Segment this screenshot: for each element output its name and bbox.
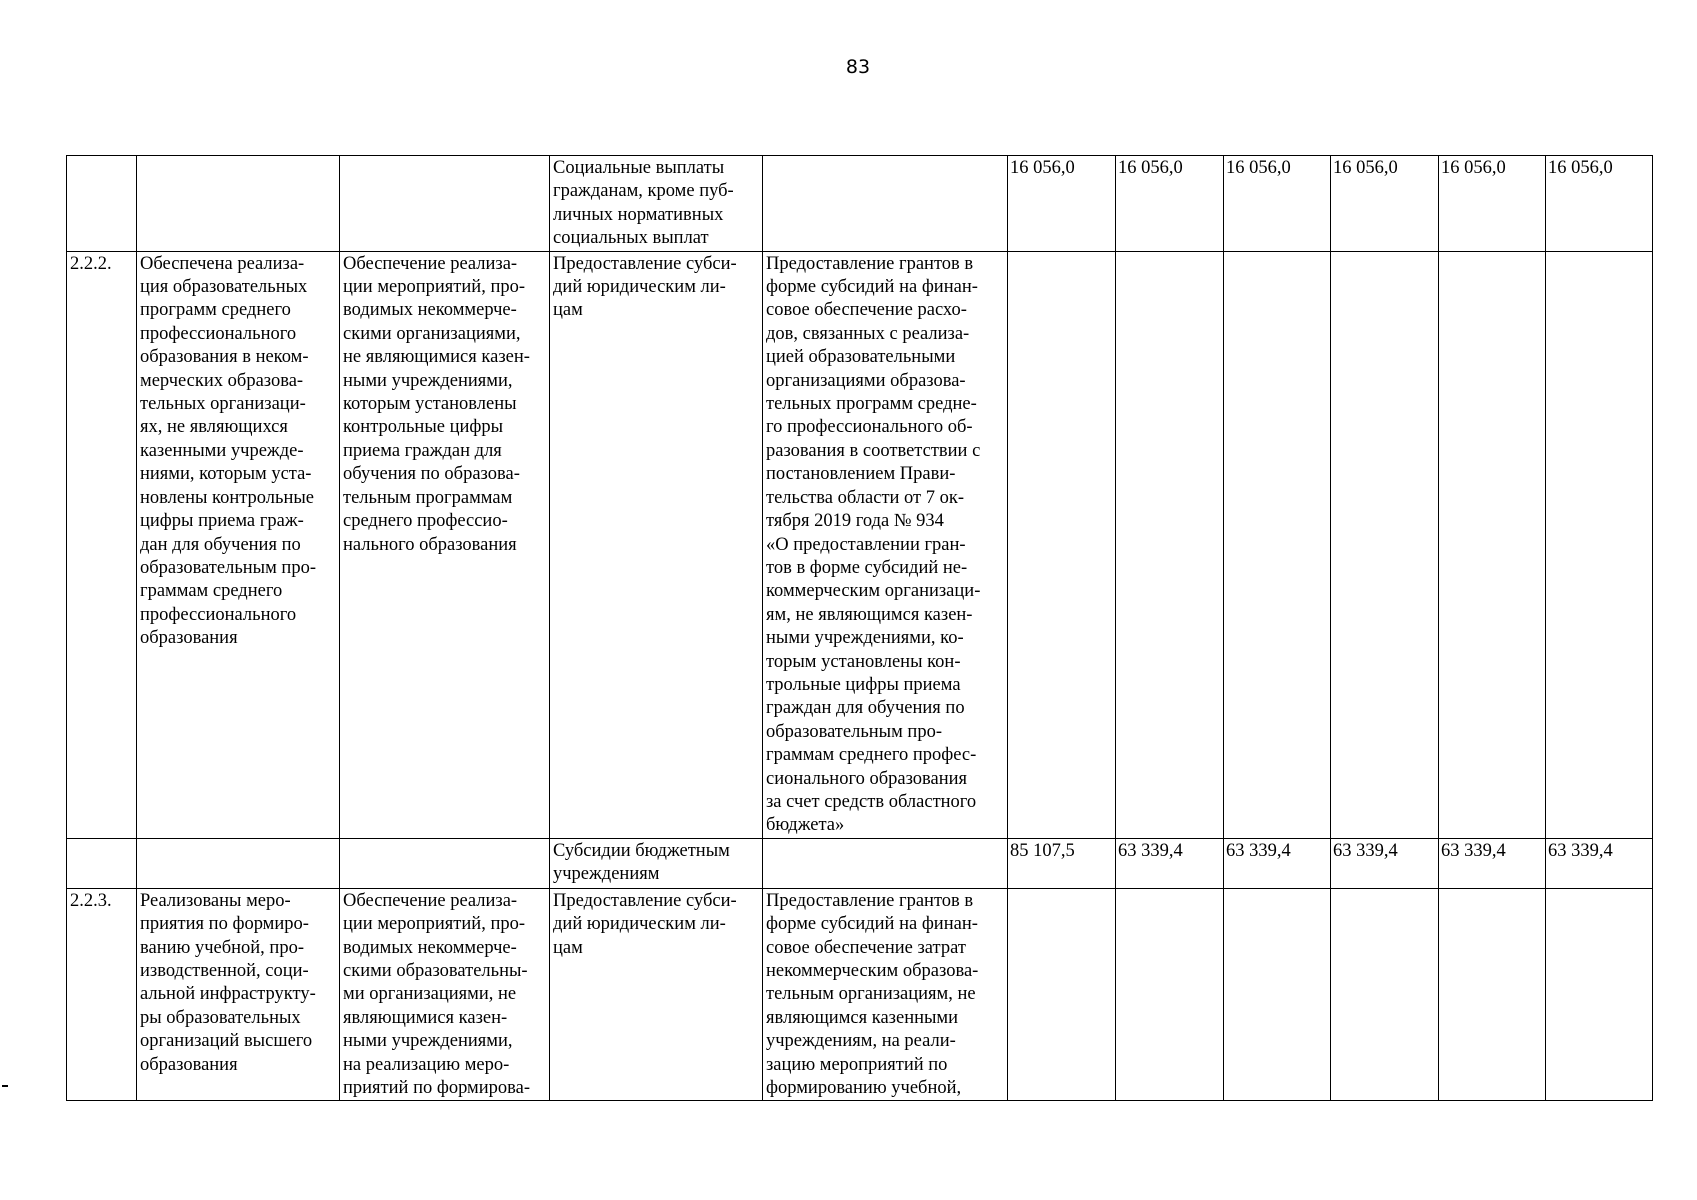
text-line: организациями образова- xyxy=(766,370,966,391)
text-line: торым установлены кон- xyxy=(766,651,961,672)
value-text: 63 339,4 xyxy=(1548,840,1613,861)
text-line: Реализованы меро- xyxy=(140,890,291,911)
year-value-cell-3 xyxy=(1224,888,1331,1101)
year-value-cell-1 xyxy=(1008,838,1116,888)
value-text: 16 056,0 xyxy=(1118,158,1183,178)
text-line: ми организациями, не xyxy=(343,984,517,1005)
text-line: совое обеспечение расхо- xyxy=(766,300,967,321)
text-line: мерческих образова- xyxy=(140,370,304,391)
expense-type-cell xyxy=(550,156,763,252)
year-value-cell-6 xyxy=(1546,838,1653,888)
text-line: тельства области от 7 ок- xyxy=(766,487,965,508)
event-cell xyxy=(340,888,550,1101)
event-cell xyxy=(340,156,550,252)
text-line: ниями, которым уста- xyxy=(140,464,312,485)
text-line: профессионального xyxy=(140,604,297,625)
value-text: 63 339,4 xyxy=(1118,840,1183,861)
text-line: образовательным про- xyxy=(766,721,942,742)
text-line: граммам среднего профес- xyxy=(766,745,977,766)
text-line: цией образовательными xyxy=(766,347,956,368)
text-line: бюджета» xyxy=(766,815,845,836)
text-line: на реализацию меро- xyxy=(343,1054,510,1075)
text-line: среднего профессио- xyxy=(343,511,508,532)
year-value-cell-6 xyxy=(1546,251,1653,838)
text-line: дов, связанных с реализа- xyxy=(766,323,970,344)
value-text: 16 056,0 xyxy=(1333,158,1398,178)
year-value-cell-2 xyxy=(1116,838,1224,888)
text-line: Обеспечена реализа- xyxy=(140,253,305,274)
year-value-cell-4 xyxy=(1331,838,1439,888)
text-line: казенными учрежде- xyxy=(140,440,304,461)
basis-cell xyxy=(763,156,1008,252)
text-line: Социальные выплаты xyxy=(553,158,725,178)
text-line: форме субсидий на финан- xyxy=(766,277,978,298)
text-line: приема граждан для xyxy=(343,440,502,461)
text-line: ция образовательных xyxy=(140,277,308,298)
text-line: обучения по образова- xyxy=(343,464,520,485)
table-row xyxy=(67,251,1653,838)
text-line: скими организациями, xyxy=(343,323,521,344)
year-value-cell-5 xyxy=(1439,251,1546,838)
text-line: ванию учебной, про- xyxy=(140,937,304,958)
page-number: 83 xyxy=(845,56,871,78)
result-cell xyxy=(137,251,340,838)
value-text: 16 056,0 xyxy=(1548,158,1613,178)
text-line: не являющимися казен- xyxy=(343,347,530,368)
text-line: ции мероприятий, про- xyxy=(343,914,526,935)
text-line: трольные цифры приема xyxy=(766,674,961,695)
text-line: организаций высшего xyxy=(140,1031,313,1052)
text-line: ям, не являющимся казен- xyxy=(766,604,973,625)
text-line: цам xyxy=(553,937,583,958)
value-text: 63 339,4 xyxy=(1441,840,1506,861)
text-line: цам xyxy=(553,300,583,321)
row-number-cell xyxy=(67,156,137,252)
result-cell xyxy=(137,156,340,252)
text-line: Предоставление субси- xyxy=(553,253,737,274)
value-text: 16 056,0 xyxy=(1441,158,1506,178)
text-line: социальных выплат xyxy=(553,228,709,249)
text-line: являющимися казен- xyxy=(343,1007,508,1028)
text-line: за счет средств областного xyxy=(766,791,977,812)
text-line: образовательным про- xyxy=(140,557,316,578)
text-line: коммерческим организаци- xyxy=(766,581,981,602)
table-row xyxy=(67,888,1653,1101)
text-line: тов в форме субсидий не- xyxy=(766,557,968,578)
year-value-cell-2 xyxy=(1116,251,1224,838)
row-number-cell xyxy=(67,888,137,1101)
event-cell xyxy=(340,838,550,888)
table-row xyxy=(67,838,1653,888)
text-line: Субсидии бюджетным xyxy=(553,840,730,861)
text-line: разования в соответствии с xyxy=(766,440,981,461)
text-line: дан для обучения по xyxy=(140,534,301,555)
value-text: 63 339,4 xyxy=(1226,840,1291,861)
basis-cell xyxy=(763,251,1008,838)
text-line: Обеспечение реализа- xyxy=(343,253,518,274)
text-line: ях, не являющихся xyxy=(140,417,288,438)
row-number-cell xyxy=(67,251,137,838)
text-line: Предоставление субси- xyxy=(553,890,737,911)
year-value-cell-1 xyxy=(1008,888,1116,1101)
year-value-cell-4 xyxy=(1331,156,1439,252)
text-line: тельных программ средне- xyxy=(766,394,977,415)
value-text: 63 339,4 xyxy=(1333,840,1398,861)
text-line: тельным программам xyxy=(343,487,513,508)
text-line: скими образовательны- xyxy=(343,961,528,981)
expense-type-cell xyxy=(550,888,763,1101)
table-row xyxy=(67,156,1653,252)
text-line: «О предоставлении гран- xyxy=(766,534,966,555)
text-line: учреждениям, на реали- xyxy=(766,1031,956,1052)
text-line: постановлением Прави- xyxy=(766,464,956,485)
year-value-cell-5 xyxy=(1439,888,1546,1101)
text-line: ными учреждениями, xyxy=(343,370,513,391)
text-line: являющимся казенными xyxy=(766,1007,959,1028)
text-line: профессионального xyxy=(140,323,297,344)
text-line: водимых некоммерче- xyxy=(343,937,517,958)
text-line: некоммерческим образова- xyxy=(766,961,979,981)
expense-type-cell xyxy=(550,251,763,838)
text-line: граммам среднего xyxy=(140,581,283,602)
text-line: ными учреждениями, ко- xyxy=(766,628,964,649)
text-line: дий юридическим ли- xyxy=(553,914,726,935)
text-line: тельных организаци- xyxy=(140,394,306,415)
cell-text: 2.2.2. xyxy=(70,253,112,274)
year-value-cell-3 xyxy=(1224,156,1331,252)
year-value-cell-2 xyxy=(1116,888,1224,1101)
text-line: ными учреждениями, xyxy=(343,1031,513,1052)
text-line: Обеспечение реализа- xyxy=(343,890,518,911)
text-line: зацию мероприятий по xyxy=(766,1054,948,1075)
year-value-cell-4 xyxy=(1331,888,1439,1101)
text-line: ции мероприятий, про- xyxy=(343,277,526,298)
year-value-cell-1 xyxy=(1008,251,1116,838)
basis-cell xyxy=(763,838,1008,888)
event-cell xyxy=(340,251,550,838)
table-body xyxy=(67,156,1653,1101)
text-line: граждан для обучения по xyxy=(766,698,965,719)
expense-type-cell xyxy=(550,838,763,888)
text-line: цифры приема граж- xyxy=(140,511,304,532)
value-text: 85 107,5 xyxy=(1010,840,1075,861)
year-value-cell-3 xyxy=(1224,251,1331,838)
budget-table xyxy=(66,155,1653,1101)
year-value-cell-5 xyxy=(1439,156,1546,252)
text-line: образования xyxy=(140,628,238,649)
text-line: нального образования xyxy=(343,534,517,555)
text-line: изводственной, соци- xyxy=(140,961,309,981)
text-line: водимых некоммерче- xyxy=(343,300,517,321)
year-value-cell-6 xyxy=(1546,156,1653,252)
year-value-cell-6 xyxy=(1546,888,1653,1101)
text-line: го профессионального об- xyxy=(766,417,973,438)
result-cell xyxy=(137,888,340,1101)
row-number-cell xyxy=(67,838,137,888)
margin-mark xyxy=(2,1085,8,1087)
text-line: сионального образования xyxy=(766,768,968,789)
basis-cell xyxy=(763,888,1008,1101)
text-line: Предоставление грантов в xyxy=(766,253,974,274)
text-line: контрольные цифры xyxy=(343,417,504,438)
text-line: дий юридическим ли- xyxy=(553,277,726,298)
text-line: ры образовательных xyxy=(140,1007,301,1028)
result-cell xyxy=(137,838,340,888)
text-line: которым установлены xyxy=(343,394,517,415)
text-line: программ среднего xyxy=(140,300,291,321)
text-line: новлены контрольные xyxy=(140,487,315,508)
year-value-cell-1 xyxy=(1008,156,1116,252)
year-value-cell-4 xyxy=(1331,251,1439,838)
text-line: личных нормативных xyxy=(553,204,724,225)
text-line: формированию учебной, xyxy=(766,1078,962,1099)
text-line: приятия по формиро- xyxy=(140,914,309,935)
text-line: тельным организациям, не xyxy=(766,984,976,1005)
year-value-cell-3 xyxy=(1224,838,1331,888)
text-line: форме субсидий на финан- xyxy=(766,914,978,935)
value-text: 16 056,0 xyxy=(1010,158,1075,178)
text-line: Предоставление грантов в xyxy=(766,890,974,911)
year-value-cell-2 xyxy=(1116,156,1224,252)
text-line: образования в неком- xyxy=(140,347,309,368)
text-line: образования xyxy=(140,1054,238,1075)
text-line: гражданам, кроме пуб- xyxy=(553,181,734,202)
text-line: тября 2019 года № 934 xyxy=(766,511,944,532)
text-line: совое обеспечение затрат xyxy=(766,937,966,958)
text-line: учреждениям xyxy=(553,864,660,885)
year-value-cell-5 xyxy=(1439,838,1546,888)
value-text: 16 056,0 xyxy=(1226,158,1291,178)
cell-text: 2.2.3. xyxy=(70,890,112,911)
text-line: альной инфраструкту- xyxy=(140,984,316,1005)
text-line: приятий по формирова- xyxy=(343,1078,531,1099)
